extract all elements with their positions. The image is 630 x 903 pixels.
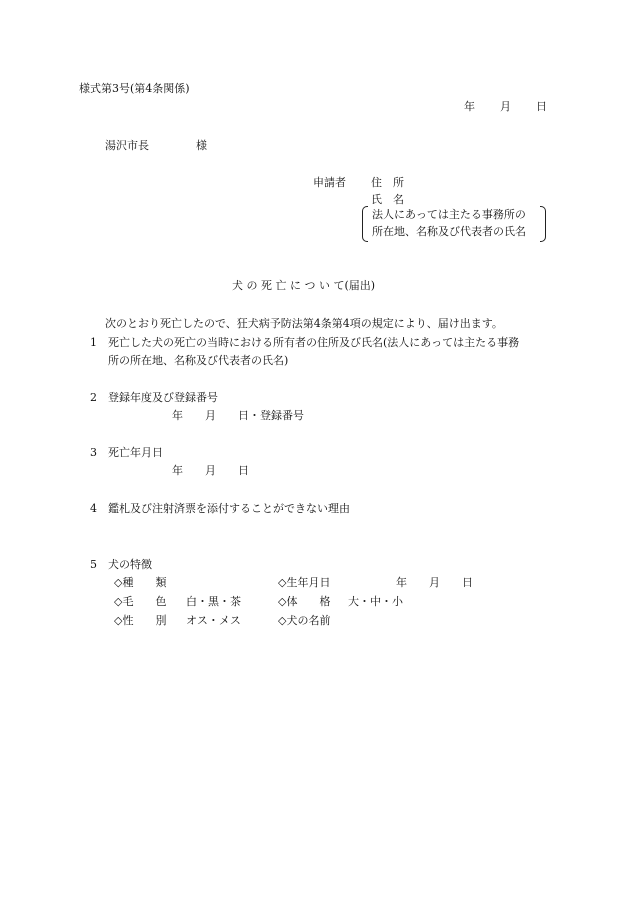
item4-title: 4 鑑札及び注射済票を添付することができない理由 (90, 502, 350, 515)
feature-sex-label: ◇性 別 (114, 614, 167, 627)
date-day-label: 日 (536, 100, 547, 113)
item1-line2: 所の所在地、名称及び代表者の氏名) (108, 354, 289, 367)
feature-dog-name-label: ◇犬の名前 (278, 614, 331, 627)
corporate-note-bracket (362, 206, 546, 242)
item1-line1: 1 死亡した犬の死亡の当時における所有者の住所及び氏名(法人にあっては主たる事務 (90, 336, 520, 349)
feature-size-label: ◇体 格 (278, 595, 331, 608)
date-year-label: 年 (464, 100, 475, 113)
applicant-label: 申請者 (313, 176, 346, 189)
feature-birthdate-label: ◇生年月日 (278, 576, 331, 589)
addressee-name: 湯沢市長 (105, 139, 149, 152)
intro-text: 次のとおり死亡したので、狂犬病予防法第4条第4項の規定により、届け出ます。 (105, 317, 503, 330)
corporate-note-line2: 所在地、名称及び代表者の氏名 (372, 225, 526, 238)
bracket-left (362, 206, 368, 242)
item2-value: 年 月 日・登録番号 (172, 409, 304, 422)
addressee-honorific: 様 (196, 139, 207, 152)
document-title: 犬 の 死 亡 に つ い て(届出) (232, 279, 376, 292)
feature-coat-label: ◇毛 色 (114, 595, 167, 608)
item3-title: 3 死亡年月日 (90, 446, 163, 459)
item3-value: 年 月 日 (172, 464, 249, 477)
feature-size-value: 大・中・小 (348, 595, 403, 608)
bracket-right (540, 206, 546, 242)
feature-birthdate-value: 年 月 日 (396, 576, 473, 589)
item2-title: 2 登録年度及び登録番号 (90, 391, 218, 404)
applicant-name-label: 氏 名 (371, 193, 404, 206)
form-number: 様式第3号(第4条関係) (79, 82, 190, 95)
feature-coat-value: 白・黒・茶 (186, 595, 241, 608)
feature-breed-label: ◇種 類 (114, 576, 167, 589)
date-month-label: 月 (500, 100, 511, 113)
corporate-note-line1: 法人にあっては主たる事務所の (372, 208, 526, 221)
applicant-address-label: 住 所 (371, 176, 404, 189)
feature-sex-value: オス・メス (186, 614, 241, 627)
item5-title: 5 犬の特徴 (90, 558, 152, 571)
